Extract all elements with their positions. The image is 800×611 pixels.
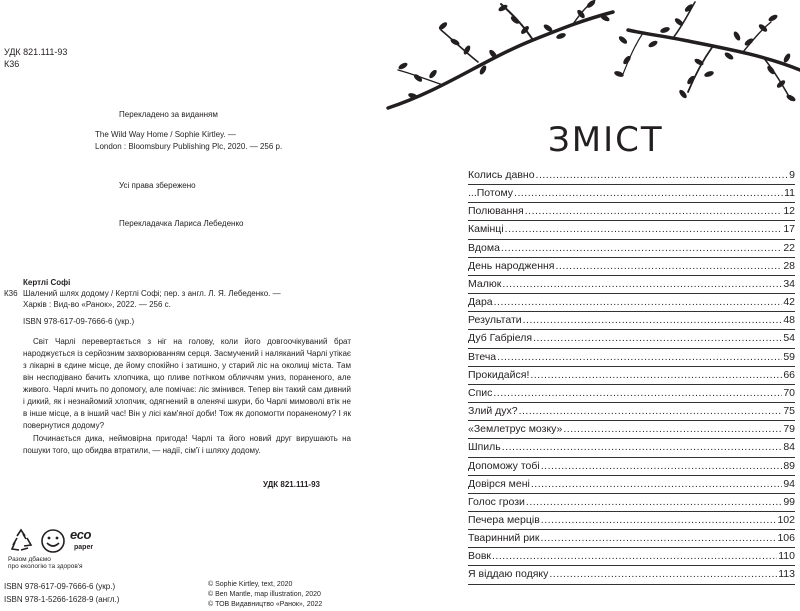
toc-leader-dots — [541, 512, 777, 529]
table-of-contents — [468, 167, 795, 585]
toc-entry-page: 22 — [783, 241, 795, 254]
biblio-record-line2: Харків : Вид-во «Ранок», 2022. — 256 с. — [23, 300, 171, 309]
toc-entry-title: Колись давно — [468, 169, 535, 181]
toc-entry-title: Довірся мені — [468, 477, 530, 490]
toc-entry — [468, 276, 795, 294]
annotation — [23, 336, 351, 457]
toc-leader-dots — [536, 167, 789, 184]
isbn-eng: ISBN 978-1-5266-1628-9 (англ.) — [4, 595, 120, 604]
toc-entry-page: 59 — [783, 350, 795, 363]
toc-leader-dots — [514, 185, 783, 202]
toc-entry-title: Печера мерців — [468, 513, 540, 526]
recycle-icon — [8, 528, 34, 554]
toc-entry-title: Дуб Габріеля — [468, 332, 533, 345]
toc-leader-dots — [549, 566, 777, 583]
toc-entry-title: Вдома — [468, 241, 500, 254]
toc-entry-page: 113 — [778, 568, 795, 581]
udk-bottom: УДК 821.111-93 — [263, 480, 320, 489]
toc-entry — [468, 494, 795, 512]
toc-entry-page: 54 — [783, 332, 795, 345]
toc-entry-page: 66 — [783, 368, 795, 381]
toc-entry — [468, 403, 795, 421]
toc-leader-dots — [531, 476, 782, 493]
toc-entry-title: Результати — [468, 314, 522, 327]
toc-entry — [468, 167, 795, 185]
toc-entry — [468, 530, 795, 548]
toc-entry-title: Дара — [468, 296, 493, 309]
udk-code: УДК 821.111-93 — [4, 47, 68, 57]
toc-entry — [468, 385, 795, 403]
annotation-paragraph: Починається дика, неймовірна пригода! Чарлі та його новий друг вирушають на пошуки того, що обидва втратили, — надії, сім'ї і шляху додому. — [23, 434, 351, 455]
translator-credit: Перекладачка Лариса Лебеденко — [119, 219, 244, 228]
toc-entry-page: 99 — [783, 495, 795, 508]
toc-leader-dots — [556, 258, 783, 275]
toc-entry — [468, 439, 795, 457]
toc-entry-title: Малюк — [468, 277, 502, 290]
toc-leader-dots — [530, 367, 782, 384]
toc-entry-page: 102 — [777, 513, 795, 526]
copyright-text: © Sophie Kirtley, text, 2020 — [208, 581, 293, 588]
toc-entry — [468, 294, 795, 312]
toc-entry — [468, 185, 795, 203]
original-title-line: The Wild Way Home / Sophie Kirtley. — — [95, 130, 236, 139]
copyright-illustration: © Ben Mantle, map illustration, 2020 — [208, 591, 321, 598]
toc-entry-page: 106 — [777, 532, 795, 545]
toc-leader-dots — [525, 203, 783, 220]
author-heading: Кертлі Софі — [23, 278, 71, 287]
copyright-publisher: © ТОВ Видавництво «Ранок», 2022 — [208, 601, 323, 608]
eco-slogan-line2: про екологію та здоров'я — [8, 563, 83, 570]
toc-leader-dots — [497, 349, 782, 366]
toc-leader-dots — [519, 403, 783, 420]
toc-entry-page: 17 — [783, 223, 795, 236]
toc-entry-title: День народження — [468, 259, 555, 272]
toc-leader-dots — [563, 421, 782, 438]
toc-leader-dots — [505, 221, 783, 238]
biblio-record-line1: Шалений шлях додому / Кертлі Софі; пер. з англ. Л. Я. Лебеденко. — — [23, 289, 281, 298]
toc-entry-page: 89 — [783, 459, 795, 472]
toc-entry-page: 28 — [783, 259, 795, 272]
toc-entry — [468, 367, 795, 385]
contents-title: ЗМІСТ — [548, 120, 664, 160]
toc-entry-page: 70 — [783, 386, 795, 399]
toc-entry-page: 84 — [783, 441, 795, 454]
toc-entry-page: 42 — [783, 296, 795, 309]
toc-entry-title: Тваринний рик — [468, 532, 540, 545]
toc-leader-dots — [502, 276, 782, 293]
toc-entry — [468, 476, 795, 494]
toc-leader-dots — [493, 385, 782, 402]
toc-entry-title: Допоможу тобі — [468, 459, 540, 472]
annotation-paragraph: Світ Чарлі перевертається з ніг на голову, коли його довгоочікуваний брат народжується із серйозним захворюванням серця. Засмучений і наляканий Чарлі утікає з лікарні в єдине місце, де йому спокійно і затишно, у старий ліс на околиці міста. Там він несподівано бачить хлопчика, що пливе потічком обличчям униз, пораненого, але живого. Чарлі мчить по допомогу, але помічає: ліс змінився. Тепер він такий сам дивний і дикий, як і незнайомий хлопчик, одягнений в оленячі шкури, бо Чарлі мимоволі втік не в інше місце, а в інший час! Він у лісі кам'яної доби! Тож як допомогти пораненому? І як повернутися додому? — [23, 337, 351, 430]
author-mark: К36 — [4, 59, 20, 69]
toc-entry-title: Злий дух? — [468, 405, 518, 418]
toc-entry — [468, 349, 795, 367]
toc-entry-title: Я віддаю подяку — [468, 568, 549, 581]
toc-entry-page: 11 — [784, 187, 795, 200]
toc-entry — [468, 566, 795, 584]
isbn-record: ISBN 978-617-09-7666-6 (укр.) — [23, 317, 135, 326]
toc-leader-dots — [526, 494, 782, 511]
toc-entry — [468, 258, 795, 276]
toc-entry — [468, 512, 795, 530]
toc-entry-title: Спис — [468, 386, 493, 399]
smile-eco-icon — [40, 528, 66, 554]
toc-entry-page: 34 — [783, 277, 795, 290]
toc-entry-title: ...Потому — [468, 187, 514, 200]
toc-entry-page: 48 — [783, 314, 795, 327]
isbn-ukr: ISBN 978-617-09-7666-6 (укр.) — [4, 582, 116, 591]
eco-logo: eco — [70, 527, 91, 542]
toc-entry — [468, 458, 795, 476]
toc-leader-dots — [501, 240, 782, 257]
toc-entry — [468, 312, 795, 330]
eco-slogan-line1: Разом дбаємо — [8, 556, 51, 563]
toc-entry-page: 79 — [783, 423, 795, 436]
toc-entry-page: 12 — [783, 205, 795, 218]
translation-note: Перекладено за виданням — [119, 110, 218, 119]
toc-entry-page: 110 — [778, 550, 795, 563]
toc-leader-dots — [492, 548, 777, 565]
toc-entry — [468, 548, 795, 566]
imprint-page — [0, 0, 360, 611]
toc-entry — [468, 203, 795, 221]
toc-entry — [468, 221, 795, 239]
toc-entry-page: 75 — [783, 405, 795, 418]
toc-entry — [468, 330, 795, 348]
biblio-mark: К36 — [4, 289, 18, 298]
toc-leader-dots — [502, 439, 783, 456]
toc-leader-dots — [523, 312, 783, 329]
rights-note: Усі права збережено — [119, 181, 196, 190]
toc-leader-dots — [541, 530, 777, 547]
toc-entry-title: «Землетрус мозку» — [468, 423, 563, 436]
toc-entry — [468, 421, 795, 439]
toc-entry-title: Голос грози — [468, 495, 525, 508]
toc-leader-dots — [541, 458, 783, 475]
eco-paper-label: paper — [74, 544, 94, 551]
toc-entry-title: Полювання — [468, 205, 524, 218]
toc-entry-page: 94 — [783, 477, 795, 490]
toc-leader-dots — [533, 330, 782, 347]
toc-entry-title: Втеча — [468, 350, 497, 363]
contents-page — [383, 0, 800, 611]
tree-branches-illustration — [383, 0, 800, 118]
original-publisher-line: London : Bloomsbury Publishing Plc, 2020. — 256 p. — [95, 142, 283, 151]
toc-entry — [468, 240, 795, 258]
toc-entry-title: Вовк — [468, 550, 492, 563]
toc-entry-title: Камінці — [468, 223, 504, 236]
toc-entry-title: Прокидайся! — [468, 368, 530, 381]
toc-entry-title: Шпиль — [468, 441, 501, 454]
toc-entry-page: 9 — [789, 169, 795, 181]
toc-leader-dots — [494, 294, 783, 311]
